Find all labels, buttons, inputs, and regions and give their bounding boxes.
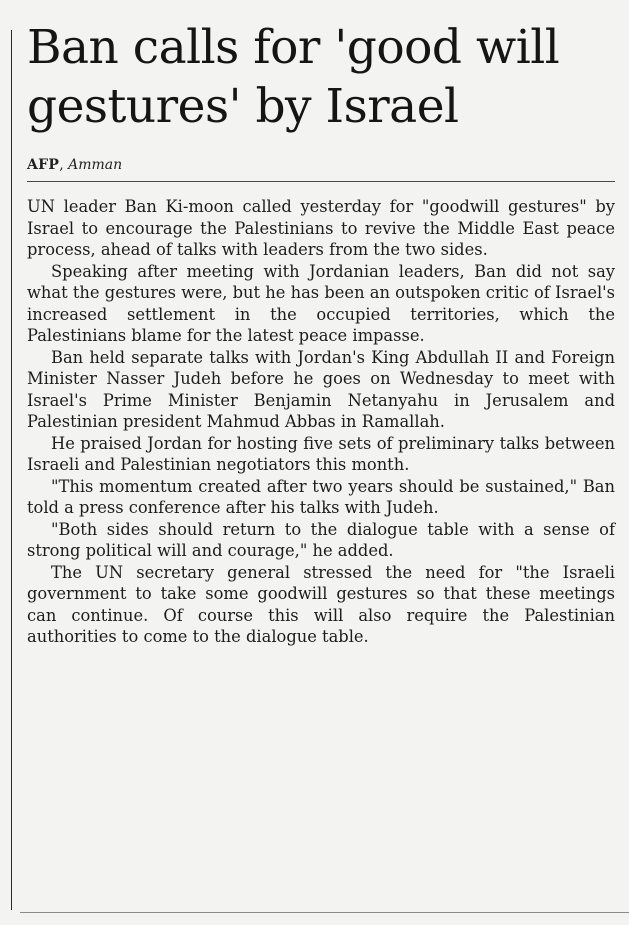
article-body (27, 196, 615, 648)
byline-agency: AFP (27, 157, 60, 173)
byline-separator: , (59, 157, 64, 173)
paragraph: "Both sides should return to the dialogue table with a sense of strong political will and courage," he added. (27, 519, 615, 560)
paragraph: He praised Jordan for hosting five sets of preliminary talks between Israeli and Palestinian negotiators this month. (27, 433, 615, 474)
headline: Ban calls for 'good will gestures' by Israel (27, 20, 560, 134)
paragraph: Speaking after meeting with Jordanian leaders, Ban did not say what the gestures were, but he has been an outspoken critic of Israel's increased settlement in the occupied territories, which the Palestinians blame for the latest peace impasse. (27, 261, 615, 345)
column-divider (11, 30, 12, 910)
paragraph: UN leader Ban Ki-moon called yesterday for "goodwill gestures" by Israel to encourage the Palestinians to revive the Middle East peace process, ahead of talks with leaders from the two sides. (27, 197, 615, 259)
byline (27, 156, 615, 174)
paragraph: "This momentum created after two years should be sustained," Ban told a press conference after his talks with Judeh. (27, 476, 615, 517)
paragraph: The UN secretary general stressed the need for "the Israeli government to take some goodwill gestures so that these meetings can continue. Of course this will also require the Palestinian authorities to come to the dialogue table. (27, 562, 615, 646)
paragraph: Ban held separate talks with Jordan's King Abdullah II and Foreign Minister Nasser Judeh before he goes on Wednesday to meet with Israel's Prime Minister Benjamin Netanyahu in Jerusalem and Palestinian president Mahmud Abbas in Ramallah. (27, 347, 615, 431)
article (27, 18, 615, 648)
bottom-divider (20, 912, 629, 913)
byline-rule (27, 181, 615, 182)
byline-place: Amman (68, 157, 123, 173)
